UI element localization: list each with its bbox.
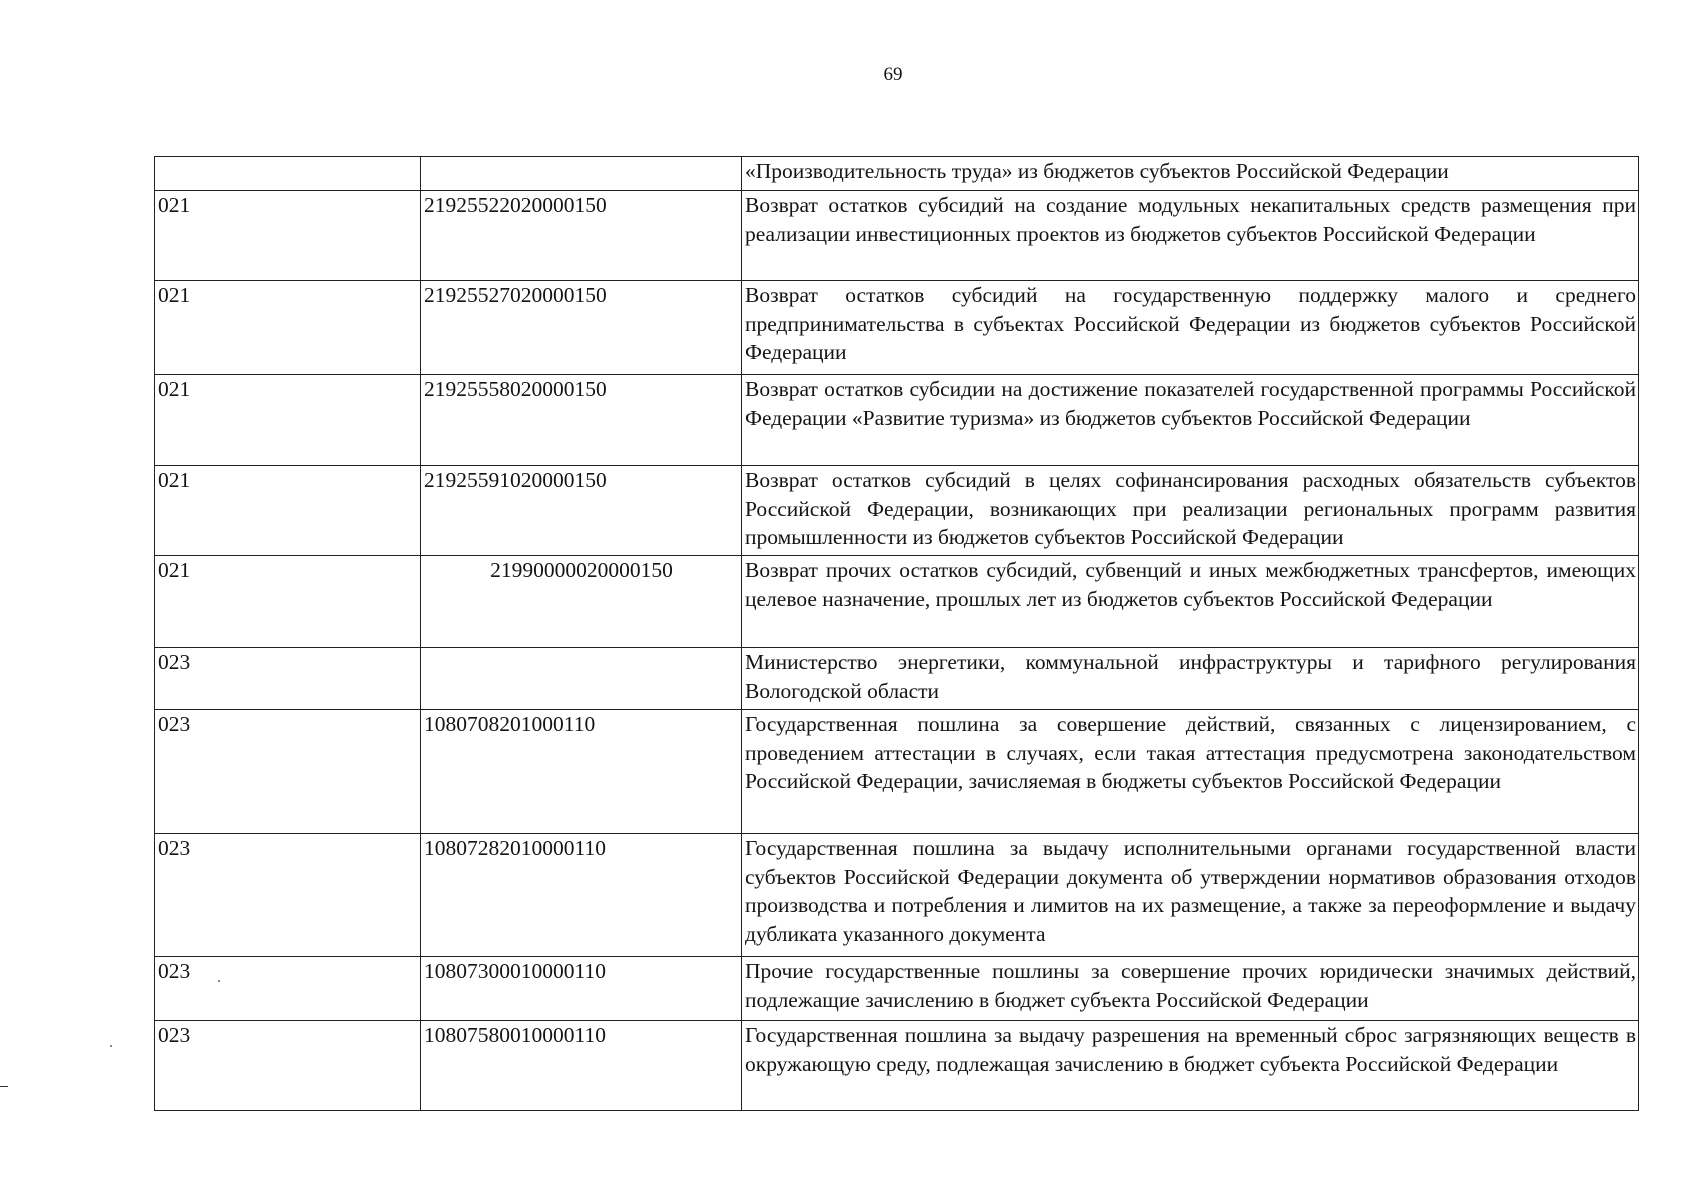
revenue-codes-table [154, 156, 1639, 1111]
table-row [155, 710, 1639, 834]
budget-code-cell: 10807580010000110 [421, 1021, 742, 1111]
page-number: 69 [883, 64, 903, 85]
admin-code-cell: 023 [155, 834, 421, 957]
admin-code-cell: 023 [155, 1021, 421, 1111]
admin-code-cell: 021 [155, 556, 421, 648]
budget-code-cell: 21925522020000150 [421, 191, 742, 281]
table-row [155, 191, 1639, 281]
table-row [155, 834, 1639, 957]
admin-code-cell: 021 [155, 191, 421, 281]
revenue-name-cell: Государственная пошлина за совершение действий, связанных с лицензированием, с проведением аттестации в случаях, если такая аттестация предусмотрена законодательством Российской Федерации, зачисляемая в бюджеты субъектов Российской Федерации [742, 710, 1639, 834]
scan-speck [110, 1045, 112, 1047]
table-row [155, 281, 1639, 375]
budget-code-cell: 1080708201000110 [421, 710, 742, 834]
admin-code-cell: 021 [155, 466, 421, 556]
admin-code-cell: 023 [155, 710, 421, 834]
budget-code-cell: 10807300010000110 [421, 957, 742, 1021]
revenue-name-cell: Прочие государственные пошлины за совершение прочих юридически значимых действий, подлежащие зачислению в бюджет субъекта Российской Федерации [742, 957, 1639, 1021]
revenue-name-cell: Возврат остатков субсидий на государственную поддержку малого и среднего предпринимательства в субъектах Российской Федерации из бюджетов субъектов Российской Федерации [742, 281, 1639, 375]
scan-margin-mark [0, 1086, 8, 1087]
admin-code-cell: 023 [155, 648, 421, 710]
admin-code-cell: 021 [155, 281, 421, 375]
table-row [155, 375, 1639, 466]
budget-code-cell: 21925558020000150 [421, 375, 742, 466]
budget-code-cell: 21990000020000150 [421, 556, 742, 648]
budget-code-cell: 10807282010000110 [421, 834, 742, 957]
revenue-name-cell: Возврат прочих остатков субсидий, субвенций и иных межбюджетных трансфертов, имеющих целевое назначение, прошлых лет из бюджетов субъектов Российской Федерации [742, 556, 1639, 648]
revenue-name-cell: Государственная пошлина за выдачу исполнительными органами государственной власти субъектов Российской Федерации документа об утверждении нормативов образования отходов производства и потребления и лимитов на их размещение, а также за переоформление и выдачу дубликата указанного документа [742, 834, 1639, 957]
table-row [155, 1021, 1639, 1111]
revenue-name-cell: Возврат остатков субсидий в целях софинансирования расходных обязательств субъектов Российской Федерации, возникающих при реализации региональных программ развития промышленности из бюджетов субъектов Российской Федерации [742, 466, 1639, 556]
budget-code-cell [421, 157, 742, 191]
table-row [155, 466, 1639, 556]
budget-code-cell: 21925591020000150 [421, 466, 742, 556]
scan-speck [218, 980, 220, 982]
admin-code-cell: 023 [155, 957, 421, 1021]
revenue-name-cell: Министерство энергетики, коммунальной инфраструктуры и тарифного регулирования Вологодской области [742, 648, 1639, 710]
table-row [155, 556, 1639, 648]
revenue-name-cell: Государственная пошлина за выдачу разрешения на временный сброс загрязняющих веществ в окружающую среду, подлежащая зачислению в бюджет субъекта Российской Федерации [742, 1021, 1639, 1111]
budget-code-cell [421, 648, 742, 710]
admin-code-cell [155, 157, 421, 191]
budget-code-cell: 21925527020000150 [421, 281, 742, 375]
table-row [155, 648, 1639, 710]
table-row [155, 157, 1639, 191]
admin-code-cell: 021 [155, 375, 421, 466]
table-row [155, 957, 1639, 1021]
revenue-name-cell: «Производительность труда» из бюджетов субъектов Российской Федерации [742, 157, 1639, 191]
revenue-name-cell: Возврат остатков субсидии на достижение показателей государственной программы Российской Федерации «Развитие туризма» из бюджетов субъектов Российской Федерации [742, 375, 1639, 466]
revenue-name-cell: Возврат остатков субсидий на создание модульных некапитальных средств размещения при реализации инвестиционных проектов из бюджетов субъектов Российской Федерации [742, 191, 1639, 281]
